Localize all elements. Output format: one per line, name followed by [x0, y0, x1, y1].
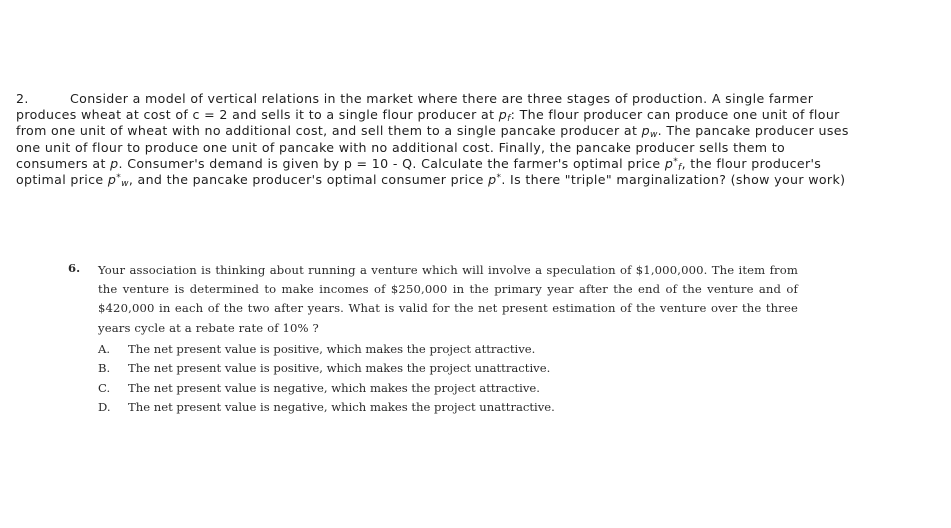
option-letter: C. — [98, 380, 111, 395]
question-2 — [16, 91, 851, 188]
optimal-consumer-price-star: * — [496, 173, 502, 184]
optimal-farmer-price-subscript: f — [678, 162, 682, 173]
question-6-stem: Your association is thinking about running a venture which will involve a speculation of $1,000,000. The item from the venture is determined to make incomes of $250,000 in the primary year after the end of the venture and of $420,000 in each of the two after years. What is valid for the net present estimation of the venture over the three years cycle at a rebate rate of 10% ? — [98, 263, 798, 335]
optimal-flour-price-subscript: w — [121, 179, 129, 190]
optimal-consumer-price-symbol — [488, 172, 501, 187]
option-text: The net present value is negative, which makes the project attractive. — [128, 380, 540, 395]
question-2-text-part: , and the pancake producer's optimal consumer price — [128, 172, 489, 188]
optimal-flour-price-symbol — [107, 172, 129, 190]
answer-option-c[interactable] — [98, 379, 798, 398]
answer-option-a[interactable] — [98, 340, 798, 359]
consumer-price-symbol: p — [110, 155, 119, 171]
question-2-text — [16, 91, 851, 188]
optimal-farmer-price-base: p — [664, 155, 674, 171]
optimal-farmer-price-symbol — [665, 156, 682, 171]
optimal-farmer-price-star: * — [673, 156, 679, 167]
optimal-flour-price-star: * — [116, 173, 122, 184]
answer-options — [98, 340, 798, 418]
question-2-text-part: . Is there "triple" marginalization? (show your work) — [501, 172, 846, 188]
question-2-text-part: . The pancake producer uses one unit of flour to produce one unit of pancake with no additional cost. Finally, the pancake producer sells them to consumers at — [16, 123, 849, 171]
option-letter: B. — [98, 361, 111, 376]
wholesale-price-subscript: w — [649, 130, 658, 141]
question-2-text-part: : The flour producer can produce one unit of flour from one unit of wheat with no additional cost, and sell them to a single pancake producer at — [16, 107, 840, 139]
wholesale-price-base: p — [641, 123, 650, 139]
answer-option-b[interactable] — [98, 359, 798, 378]
option-text: The net present value is positive, which makes the project unattractive. — [128, 361, 551, 376]
optimal-flour-price-base: p — [107, 172, 117, 188]
option-text: The net present value is negative, which makes the project unattractive. — [128, 400, 555, 415]
question-2-text-part: , the flour producer's optimal price — [16, 155, 822, 188]
question-2-number: 2. — [16, 91, 29, 106]
question-2-text-part: Consider a model of vertical relations in the market where there are three stages of production. A single farmer produces wheat at cost of c = 2 and sells it to a single flour producer at — [16, 91, 814, 123]
wholesale-price-symbol — [641, 123, 658, 141]
option-text: The net present value is positive, which makes the project attractive. — [128, 341, 536, 356]
question-6 — [68, 261, 798, 417]
flour-price-symbol — [498, 107, 511, 125]
optimal-consumer-price-base: p — [488, 172, 497, 188]
question-2-text-part: . Consumer's demand is given by p = 10 - Q. Calculate the farmer's optimal price — [118, 155, 665, 171]
option-letter: D. — [98, 400, 111, 415]
question-6-number: 6. — [68, 261, 81, 275]
option-letter: A. — [98, 341, 111, 356]
flour-price-base: p — [498, 107, 508, 123]
question-6-row — [68, 261, 798, 338]
answer-option-d[interactable] — [98, 398, 798, 417]
flour-price-subscript: f — [507, 114, 511, 125]
